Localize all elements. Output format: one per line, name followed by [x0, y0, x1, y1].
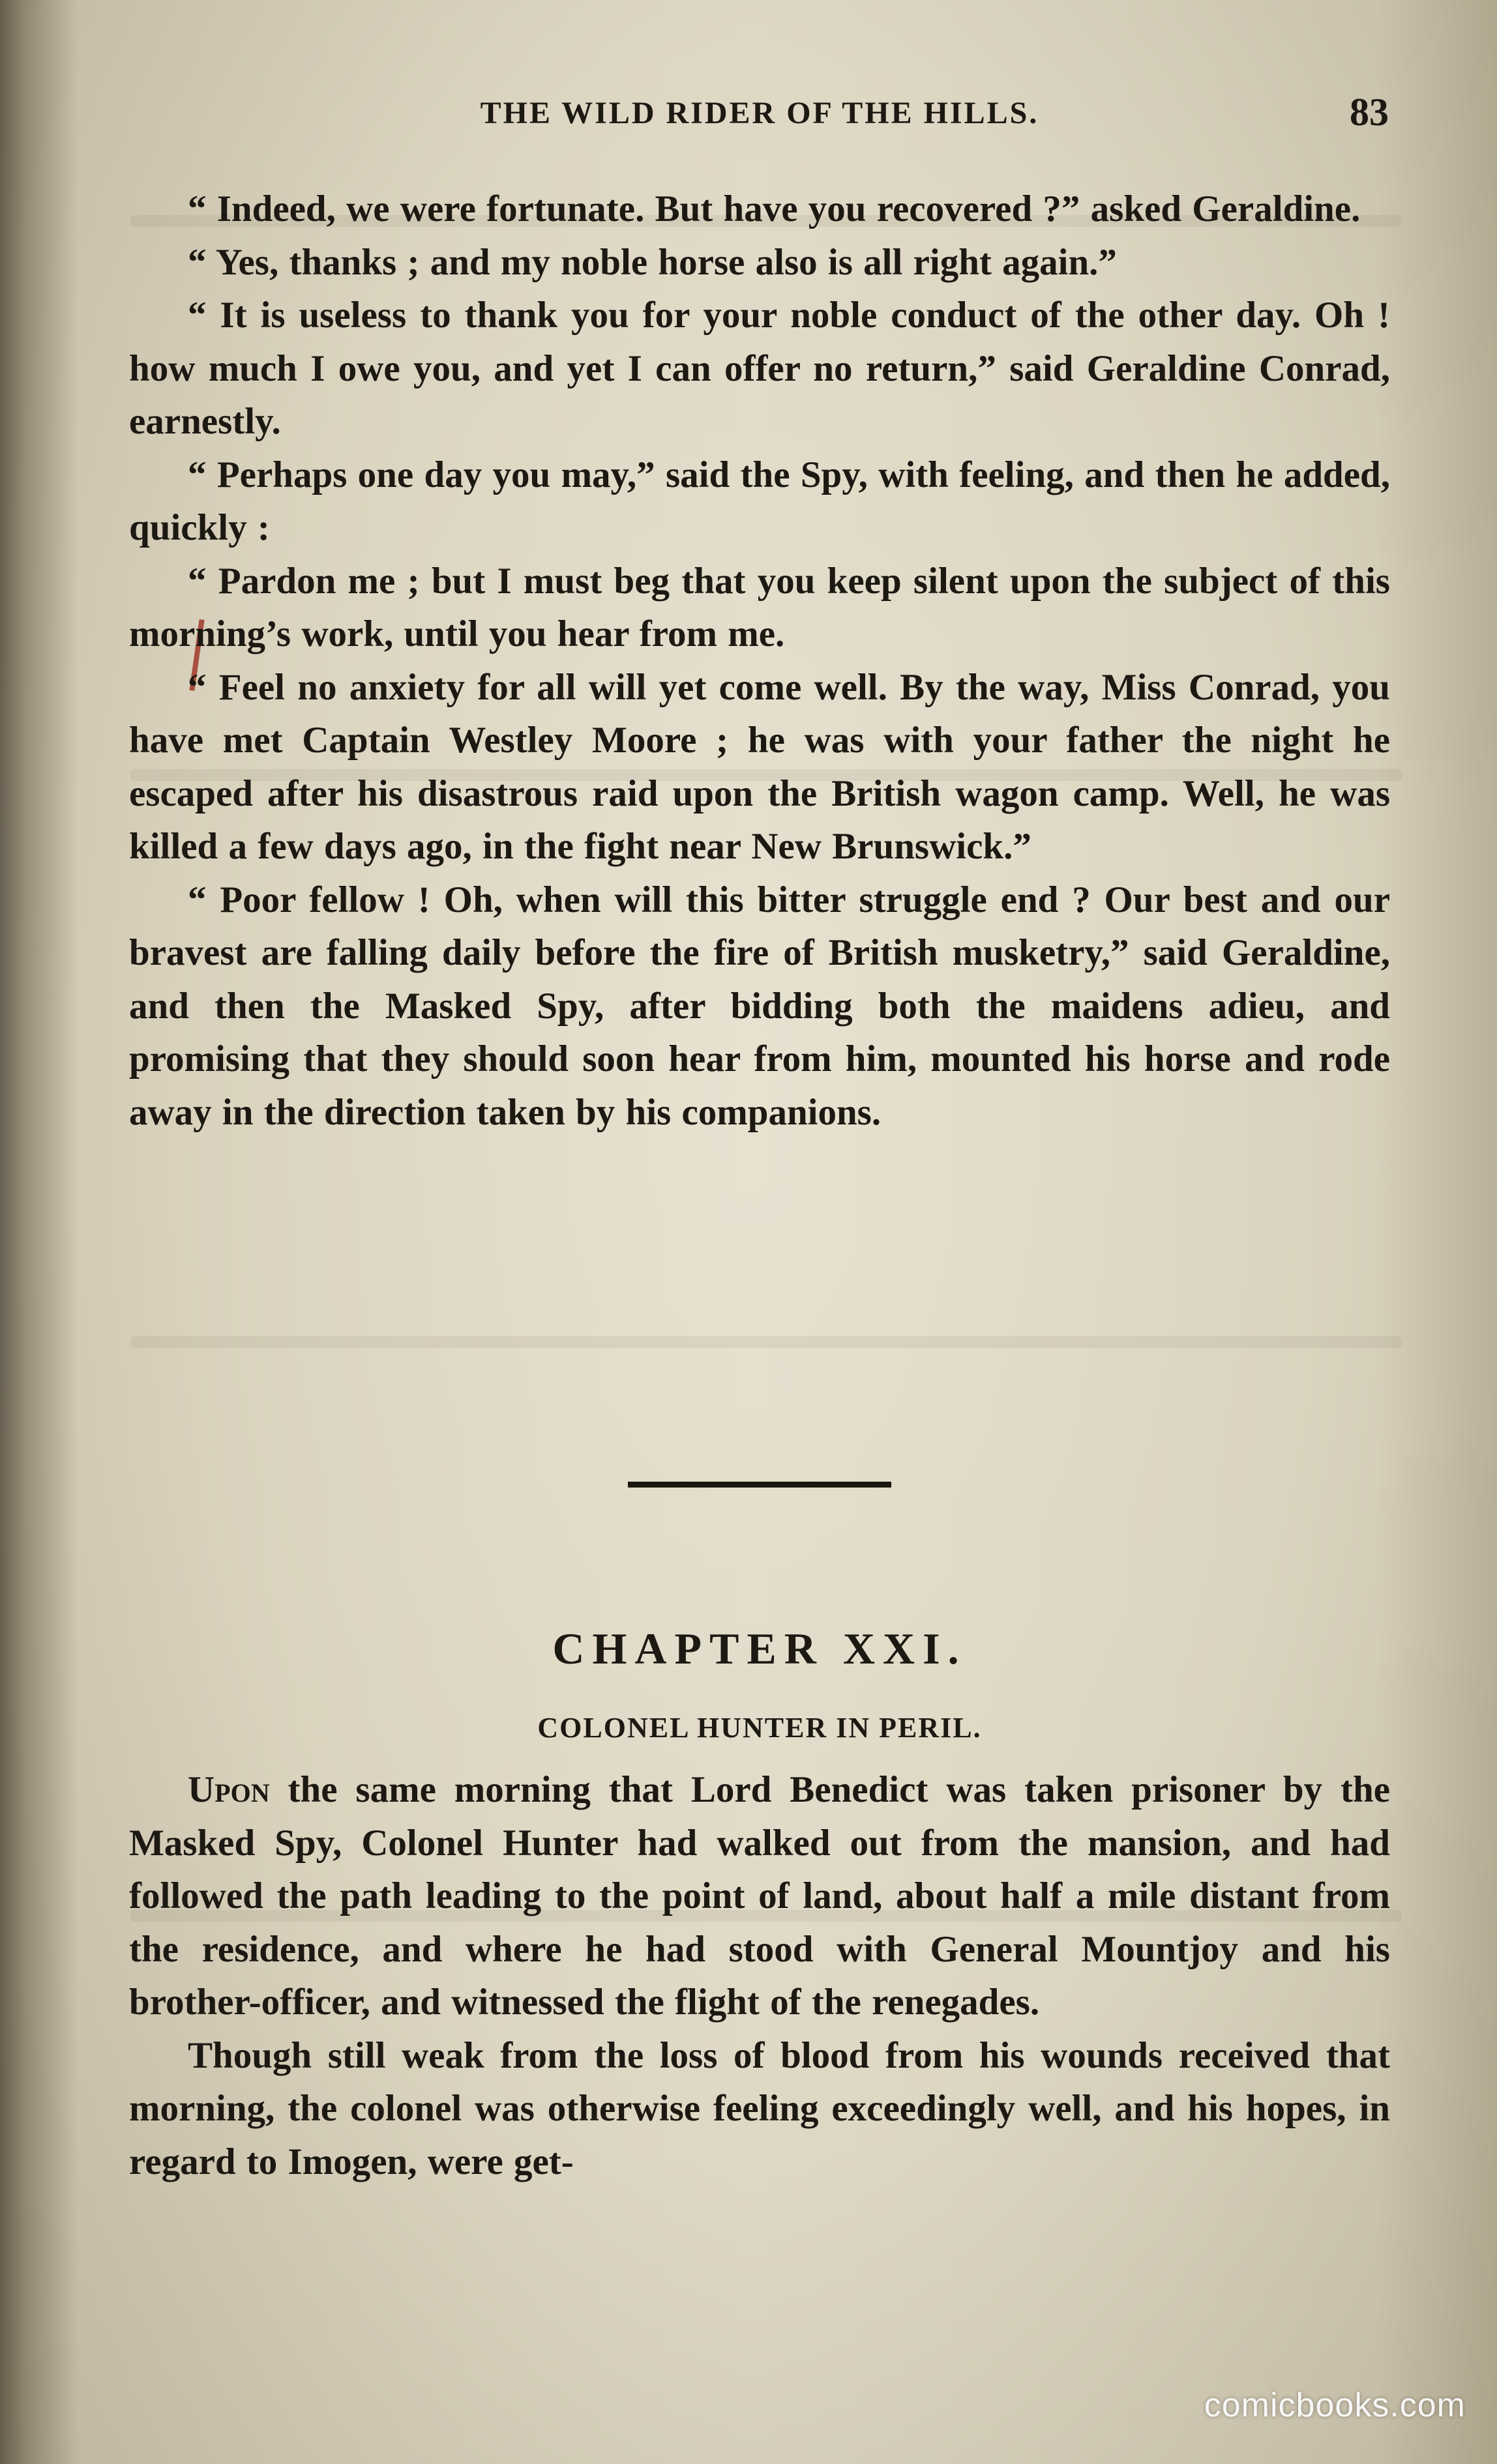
- paragraph: “ Feel no anxiety for all will yet come well. By the way, Miss Conrad, you have met Captain Westley Moore ; he was with your father the night he escaped after his disastrous raid upon the British wagon camp. Well, he was killed a few days ago, in the fight near New Brunswick.”: [129, 666, 1390, 867]
- page-header: [130, 90, 1389, 136]
- chapter-text: [129, 1763, 1390, 2188]
- section-divider-rule: [628, 1482, 891, 1488]
- page-number: 83: [1350, 91, 1389, 134]
- bleed-through-shadow: [130, 1336, 1402, 1348]
- running-head: THE WILD RIDER OF THE HILLS.: [480, 96, 1039, 130]
- paragraph: “ It is useless to thank you for your noble conduct of the other day. Oh ! how much I owe you, and yet I can offer no return,” said Geraldine Conrad, earnestly.: [129, 295, 1390, 442]
- chapter-paragraph: [129, 1763, 1390, 2029]
- chapter-lead-word: Upon: [188, 1769, 270, 1810]
- chapter-paragraph: Though still weak from the loss of blood from his wounds received that morning, the colonel was otherwise feeling exceedingly well, and his hopes, in regard to Imogen, were get-: [129, 2034, 1390, 2182]
- watermark: comicbooks.com: [1204, 2386, 1466, 2424]
- chapter-paragraph-text: the same morning that Lord Benedict was taken prisoner by the Masked Spy, Colonel Hunter had walked out from the mansion, and had followed the path leading to the point of land, about half a mile distant from the residence, and where he had stood with General Mountjoy and his brother-officer, and witnessed the flight of the renegades.: [129, 1769, 1390, 2023]
- paragraph: “ Yes, thanks ; and my noble horse also is all right again.”: [188, 241, 1117, 283]
- paragraph: “ Pardon me ; but I must beg that you keep silent upon the subject of this morning’s work, until you hear from me.: [129, 560, 1390, 654]
- paragraph: “ Poor fellow ! Oh, when will this bitter struggle end ? Our best and our bravest are falling daily before the fire of British musketry,” said Geraldine, and then the Masked Spy, after bidding both the maidens adieu, and promising that they should soon hear from him, mounted his horse and rode away in the direction taken by his companions.: [129, 879, 1390, 1133]
- paragraph: “ Perhaps one day you may,” said the Spy, with feeling, and then he added, quickly :: [129, 454, 1390, 548]
- chapter-subtitle: COLONEL HUNTER IN PERIL.: [537, 1712, 982, 1744]
- paragraph: “ Indeed, we were fortunate. But have you recovered ?” asked Geraldine.: [188, 188, 1361, 229]
- chapter-heading: CHAPTER XXI.: [552, 1624, 967, 1673]
- body-text: [129, 183, 1390, 1139]
